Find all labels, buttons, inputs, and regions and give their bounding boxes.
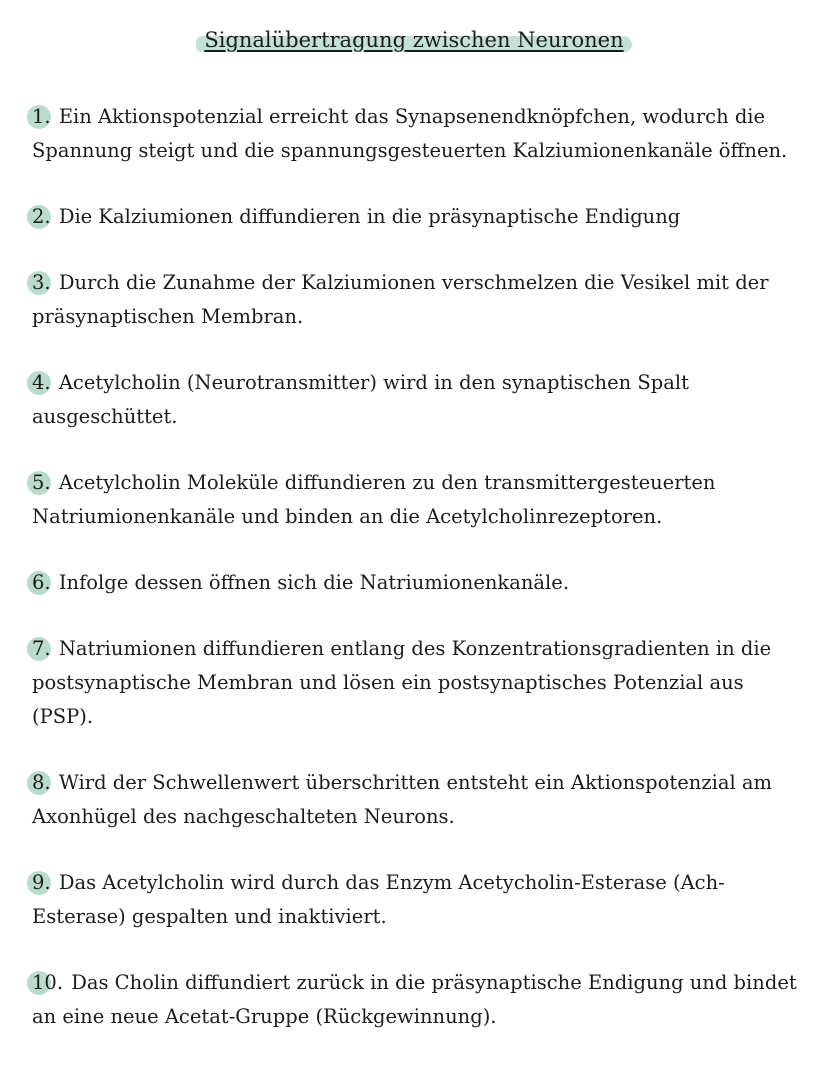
step-item-2 xyxy=(32,200,802,234)
step-number-2: 2. xyxy=(32,200,51,234)
step-text-3: Durch die Zunahme der Kalziumionen verschmelzen die Vesikel mit der präsynaptischen Membran. xyxy=(32,271,769,328)
title-container xyxy=(0,28,828,52)
step-text-1: Ein Aktionspotenzial erreicht das Synapsenendknöpfchen, wodurch die Spannung steigt und die spannungsgesteuerten Kalziumionenkanäle öffnen. xyxy=(32,105,788,162)
step-item-4 xyxy=(32,366,802,434)
step-item-3 xyxy=(32,266,802,334)
step-list xyxy=(32,100,802,1034)
step-number-4: 4. xyxy=(32,366,51,400)
step-number-3: 3. xyxy=(32,266,51,300)
step-item-5 xyxy=(32,466,802,534)
step-number-7: 7. xyxy=(32,632,51,666)
step-text-10: Das Cholin diffundiert zurück in die präsynaptische Endigung und bindet an eine neue Acetat-Gruppe (Rückgewinnung). xyxy=(32,971,797,1028)
step-number-6: 6. xyxy=(32,566,51,600)
step-text-6: Infolge dessen öffnen sich die Natriumionenkanäle. xyxy=(58,571,570,594)
step-item-10 xyxy=(32,966,802,1034)
step-number-8: 8. xyxy=(32,766,51,800)
step-text-9: Das Acetylcholin wird durch das Enzym Acetycholin-Esterase (Ach-Esterase) gespalten und inaktiviert. xyxy=(32,871,725,928)
step-text-7: Natriumionen diffundieren entlang des Konzentrationsgradienten in die postsynaptische Membran und lösen ein postsynaptisches Potenzial aus (PSP). xyxy=(32,637,772,728)
step-text-5: Acetylcholin Moleküle diffundieren zu den transmittergesteuerten Natriumionenkanäle und binden an die Acetylcholinrezeptoren. xyxy=(32,471,716,528)
step-item-9 xyxy=(32,866,802,934)
step-number-10: 10. xyxy=(32,966,63,1000)
step-number-5: 5. xyxy=(32,466,51,500)
step-item-1 xyxy=(32,100,802,168)
step-item-7 xyxy=(32,632,802,734)
step-item-6 xyxy=(32,566,802,600)
step-item-8 xyxy=(32,766,802,834)
step-text-2: Die Kalziumionen diffundieren in die präsynaptische Endigung xyxy=(58,205,681,228)
step-number-9: 9. xyxy=(32,866,51,900)
step-number-1: 1. xyxy=(32,100,51,134)
step-text-8: Wird der Schwellenwert überschritten entsteht ein Aktionspotenzial am Axonhügel des nachgeschalteten Neurons. xyxy=(32,771,773,828)
step-text-4: Acetylcholin (Neurotransmitter) wird in den synaptischen Spalt ausgeschüttet. xyxy=(32,371,689,428)
page-title: Signalübertragung zwischen Neuronen xyxy=(198,28,629,52)
